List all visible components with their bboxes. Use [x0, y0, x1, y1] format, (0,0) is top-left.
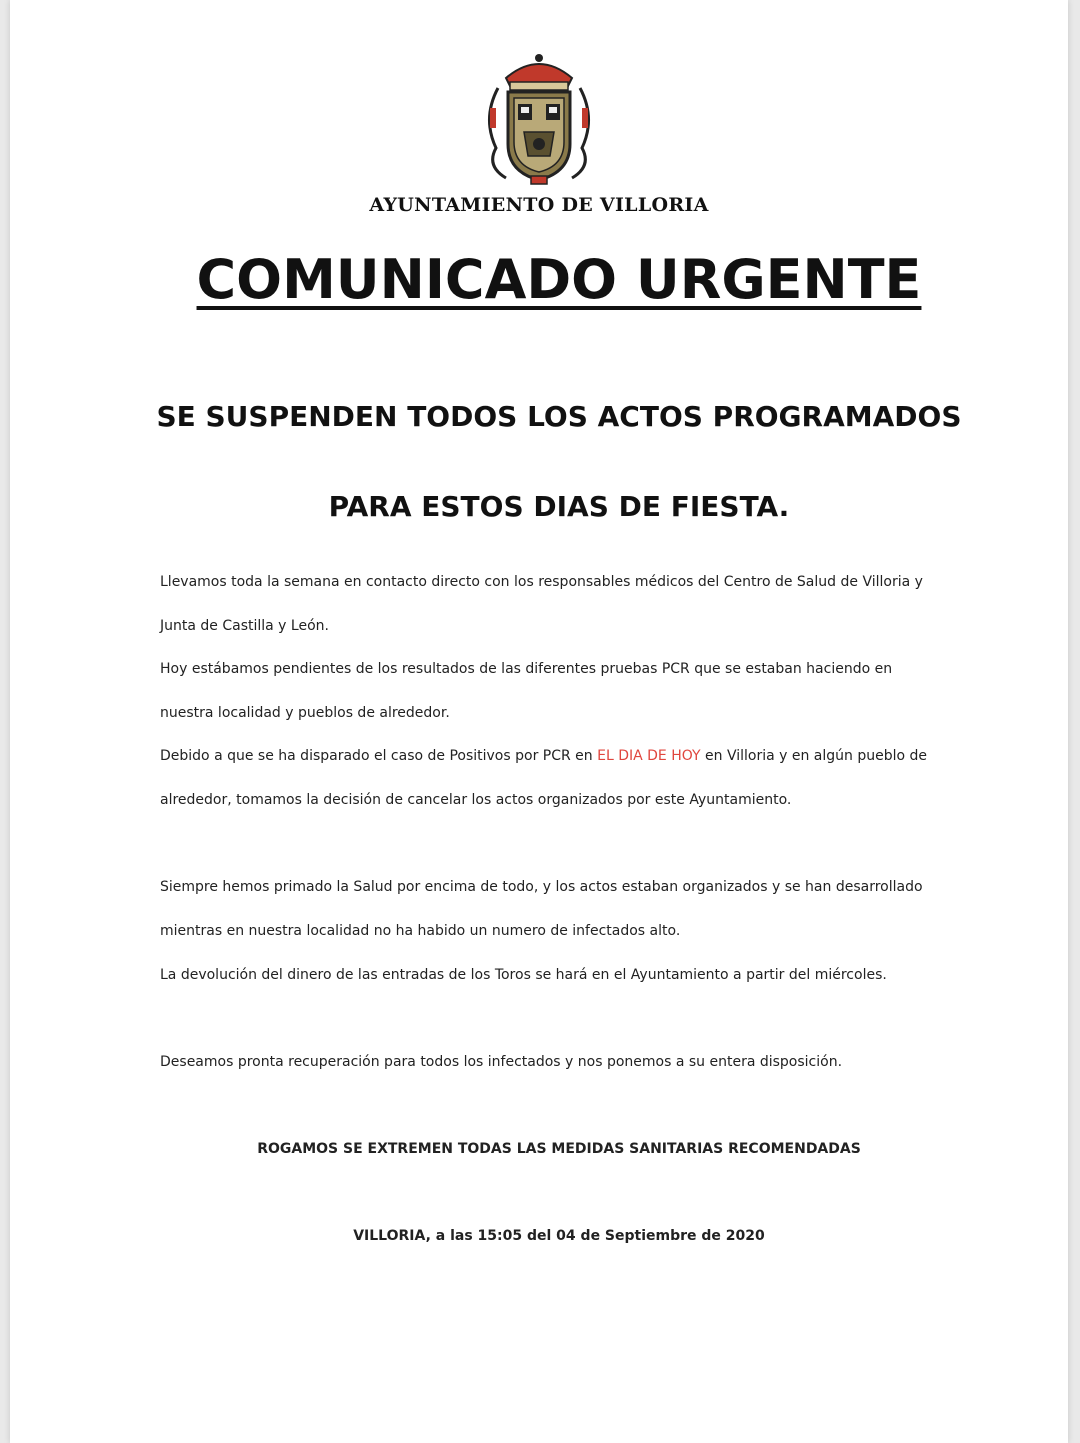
paragraph-4-line-2: mientras en nuestra localidad no ha habido un numero de infectados alto. [160, 923, 681, 939]
recommendation-line: ROGAMOS SE EXTREMEN TODAS LAS MEDIDAS SANITARIAS RECOMENDADAS [257, 1141, 861, 1157]
paragraph-2-line-1: Hoy estábamos pendientes de los resultados de las diferentes pruebas PCR que se estaban haciendo en [160, 661, 893, 677]
municipality-name: AYUNTAMIENTO DE VILLORIA [369, 194, 709, 216]
paragraph-1-line-2: Junta de Castilla y León. [160, 618, 329, 634]
page-title [10, 248, 1080, 311]
paragraph-4-line-1: Siempre hemos primado la Salud por encima de todo, y los actos estaban organizados y se han desarrollado [160, 879, 923, 895]
paragraph-6-line-1: Deseamos pronta recuperación para todos los infectados y nos ponemos a su entera disposición. [160, 1054, 843, 1070]
paragraph-1-line-1: Llevamos toda la semana en contacto directo con los responsables médicos del Centro de Salud de Villoria y [160, 574, 923, 590]
subtitle-line-2: PARA ESTOS DIAS DE FIESTA. [328, 490, 790, 523]
document-page [10, 0, 1068, 1443]
subtitle-line-1: SE SUSPENDEN TODOS LOS ACTOS PROGRAMADOS [156, 400, 962, 433]
highlight-el-dia-de-hoy: EL DIA DE HOY [597, 748, 701, 764]
paragraph-3-text-a: Debido a que se ha disparado el caso de Positivos por PCR en [160, 748, 598, 764]
paragraph-3-line-1 [160, 748, 960, 764]
paragraph-3-line-2: alrededor, tomamos la decisión de cancelar los actos organizados por este Ayuntamiento. [160, 792, 792, 808]
signature-line: VILLORIA, a las 15:05 del 04 de Septiembre de 2020 [353, 1228, 765, 1244]
paragraph-5-line-1: La devolución del dinero de las entradas de los Toros se hará en el Ayuntamiento a partir del miércoles. [160, 967, 887, 983]
paragraph-2-line-2: nuestra localidad y pueblos de alrededor. [160, 705, 450, 721]
title-text: COMUNICADO URGENTE [196, 248, 922, 311]
coat-of-arms-icon [476, 48, 602, 188]
paragraph-3-text-b: en Villoria y en algún pueblo de [700, 748, 928, 764]
